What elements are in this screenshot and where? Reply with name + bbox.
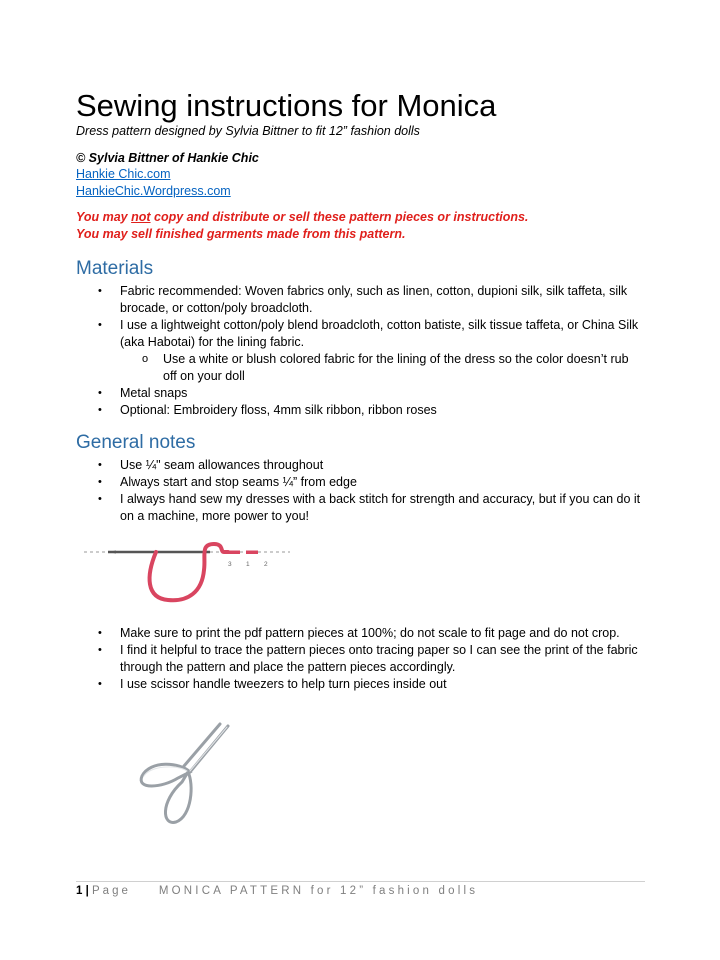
list-item-text: I use scissor handle tweezers to help turn pieces inside out	[120, 677, 447, 691]
bullet-icon: •	[98, 319, 102, 331]
sub-list	[120, 351, 642, 385]
page-footer	[76, 885, 478, 897]
subtitle: Dress pattern designed by Sylvia Bittner to fit 12” fashion dolls	[76, 124, 420, 138]
bullet-icon: •	[98, 493, 102, 505]
warning-text: copy and distribute or sell these pattern pieces or instructions.	[150, 210, 529, 224]
list-item-text: Use ¼" seam allowances throughout	[120, 458, 324, 472]
list-item	[0, 625, 720, 642]
sub-bullet-icon: o	[142, 353, 149, 365]
warning-text: You may	[76, 210, 132, 224]
stitch-label: 3	[228, 561, 232, 568]
list-item	[0, 676, 720, 693]
list-item-text: Metal snaps	[120, 386, 188, 400]
bullet-icon: •	[98, 387, 102, 399]
footer-separator: |	[82, 885, 93, 897]
materials-heading: Materials	[76, 258, 154, 279]
list-item-text: Always start and stop seams ¼” from edge	[120, 475, 357, 489]
footer-divider	[76, 881, 645, 882]
general-notes-list-a	[0, 457, 720, 525]
list-item-text: I always hand sew my dresses with a back stitch for strength and accuracy, but if you can do it on a machine, more power to you!	[120, 492, 641, 523]
wordpress-link[interactable]: HankieChic.Wordpress.com	[76, 184, 231, 198]
tweezer-highlight	[190, 727, 227, 771]
list-item-text: I find it helpful to trace the pattern pieces onto tracing paper so I can see the print of the fabric through the pattern and place the pattern pieces accordingly.	[120, 643, 638, 674]
warning-line-1	[76, 210, 528, 224]
general-notes-heading: General notes	[76, 432, 196, 453]
sub-list-item	[120, 351, 642, 385]
list-item	[0, 642, 720, 676]
bullet-icon: •	[98, 627, 102, 639]
scissor-tweezers-icon	[132, 722, 232, 830]
materials-list	[0, 283, 720, 419]
list-item	[0, 474, 720, 491]
list-item	[0, 283, 720, 317]
back-stitch-diagram	[82, 536, 292, 606]
list-item-text: Optional: Embroidery floss, 4mm silk ribbon, ribbon roses	[120, 403, 437, 417]
list-item	[0, 317, 720, 385]
list-item-text: Make sure to print the pdf pattern pieces at 100%; do not scale to fit page and do not crop.	[120, 626, 620, 640]
list-item	[0, 402, 720, 419]
page-number: 1	[76, 885, 83, 897]
list-item-text: I use a lightweight cotton/poly blend broadcloth, cotton batiste, silk tissue taffeta, or China Silk (aka Habotai) for the lining fabric.	[120, 318, 639, 349]
bullet-icon: •	[98, 404, 102, 416]
page-label: Page	[92, 885, 131, 897]
copyright-notice: © Sylvia Bittner of Hankie Chic	[76, 151, 259, 165]
list-item	[0, 491, 720, 525]
footer-text: MONICA PATTERN for 12” fashion dolls	[158, 885, 479, 897]
list-item	[0, 457, 720, 474]
page-title: Sewing instructions for Monica	[76, 88, 497, 123]
bullet-icon: •	[98, 678, 102, 690]
list-item	[0, 385, 720, 402]
bullet-icon: •	[98, 459, 102, 471]
hankie-chic-link[interactable]: Hankie Chic.com	[76, 167, 171, 181]
stitch-label: 1	[246, 561, 250, 568]
general-notes-list-b	[0, 625, 720, 693]
list-item-text: Use a white or blush colored fabric for the lining of the dress so the color doesn’t rub off on your doll	[163, 352, 629, 383]
bullet-icon: •	[98, 285, 102, 297]
list-item-text: Fabric recommended: Woven fabrics only, such as linen, cotton, dupioni silk, silk taffeta, silk brocade, or cotton/poly broadcloth.	[120, 284, 628, 315]
stitch-segment	[246, 551, 258, 555]
warning-not-emphasis: not	[131, 210, 151, 224]
bullet-icon: •	[98, 476, 102, 488]
warning-line-2: You may sell finished garments made from this pattern.	[76, 227, 406, 241]
stitch-label: 2	[264, 561, 268, 568]
bullet-icon: •	[98, 644, 102, 656]
